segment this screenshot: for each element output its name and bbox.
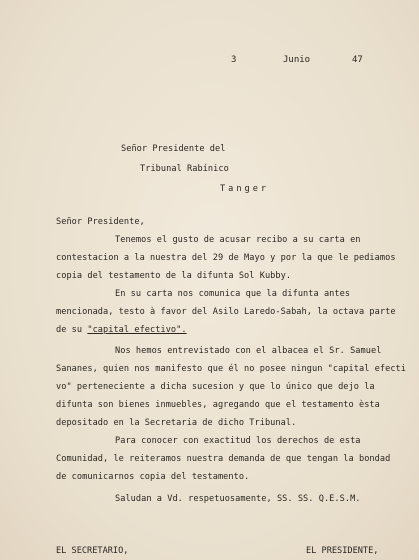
signature-president: EL PRESIDENTE,	[306, 546, 379, 556]
addressee-line-1: Señor Presidente del	[121, 144, 226, 154]
body-line: depositado en la Secretaria de dicho Tribunal.	[56, 418, 297, 428]
body-line: contestacion a la nuestra del 29 de Mayo y por la que le pediamos	[56, 253, 396, 263]
date-month: Junio	[283, 55, 311, 65]
body-line: difunta son bienes inmuebles, agregando que el testamento èsta	[56, 400, 380, 410]
addressee-line-3: Tanger	[220, 184, 270, 194]
body-line: de comunicarnos copia del testamento.	[56, 472, 250, 482]
body-line: copia del testamento de la difunta Sol Kubby.	[56, 271, 292, 281]
body-line: Sananes, quien nos manifesto que él no posee ningun "capital efecti	[56, 364, 406, 374]
body-line: Tenemos el gusto de acusar recibo a su carta en	[115, 235, 361, 245]
addressee-line-2: Tribunal Rabínico	[140, 164, 229, 174]
body-line: Para conocer con exactitud los derechos de esta	[115, 436, 361, 446]
salutation: Señor Presidente,	[56, 217, 145, 227]
closing-line: Saludan a Vd. respetuosamente, SS. SS. Q.E.S.M.	[115, 494, 361, 504]
body-line: En su carta nos comunica que la difunta antes	[115, 289, 351, 299]
capital-efectivo-underlined: "capital efectivo".	[87, 325, 187, 335]
body-line: vo" perteneciente a dicha sucesion y que lo único que dejo la	[56, 382, 375, 392]
body-line: Nos hemos entrevistado con el albacea el Sr. Samuel	[115, 346, 382, 356]
date-day: 3	[231, 55, 237, 65]
body-line: de su "capital efectivo".	[56, 325, 187, 335]
signature-secretary: EL SECRETARIO,	[56, 546, 129, 556]
body-line: mencionada, testo à favor del Asilo Laredo-Sabah, la octava parte	[56, 307, 396, 317]
date-year: 47	[352, 55, 363, 65]
body-line: Comunidad, le reiteramos nuestra demanda de que tengan la bondad	[56, 454, 391, 464]
